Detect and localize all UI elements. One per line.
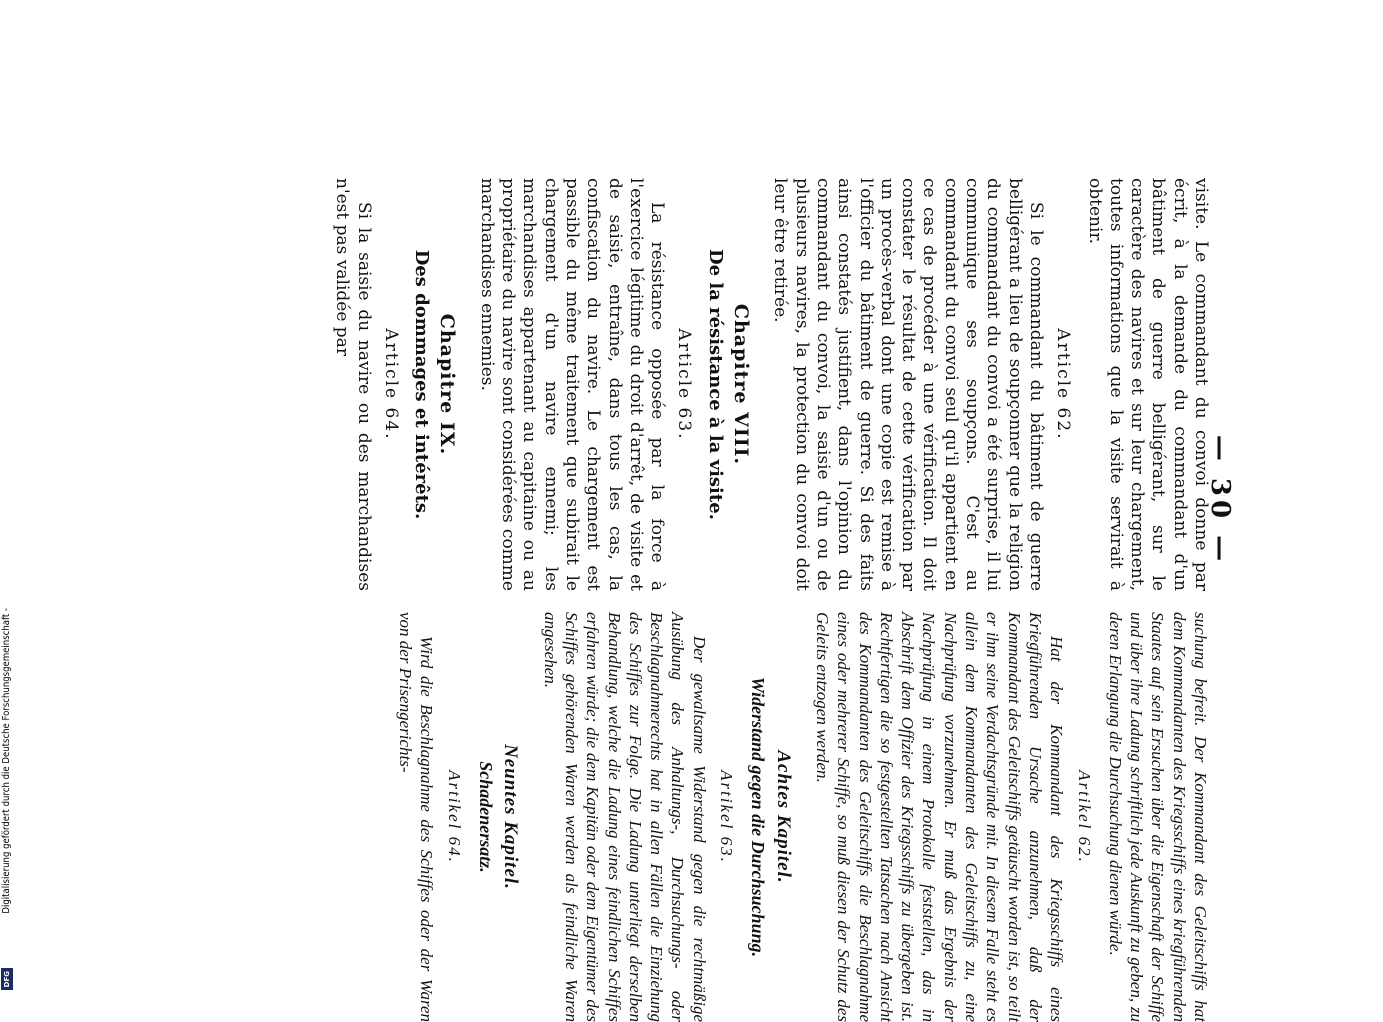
german-article-64-text: Wird die Beschlagnahme des Schiffes oder der Waren von der Prisengerichts- bbox=[396, 612, 437, 1022]
german-article-64-title: Artikel 64. bbox=[444, 770, 464, 864]
french-chapter-8-title: Chapitre VIII. bbox=[730, 303, 753, 466]
french-article-62-text: Si le commandant du bâtiment de guerre belligérant a lieu de soupçonner que la religion du commandant du convoi a été surprise, il lui communique ses soupçons. C'est au commandant du convoi seul qu'il appartient en ce cas de procéder à une vérification. Il doit constater le résultat de cette vérification par un procès-verbal dont une copie est remise à l'officier du bâtiment de guerre. Si des faits ainsi constatés justifient, dans l'opinion du commandant du convoi, la saisie d'un ou de plusieurs navires, la protection du convoi doit leur être retirée. bbox=[770, 178, 1046, 591]
french-article-62-title: Article 62. bbox=[1053, 328, 1074, 441]
french-article-64-text: Si la saisie du navire ou des marchandises n'est pas validée par bbox=[332, 178, 374, 591]
french-chapter-8-subtitle: De la résistance à la visite. bbox=[704, 249, 726, 520]
french-intro-paragraph: visite. Le commandant du convoi donne par écrit, à la demande du commandant d'un bâtiment de guerre belligérant, sur le caractère des navires et sur leur chargement, toutes informations que la visite servirait à obtenir. bbox=[1084, 178, 1211, 591]
french-chapter-9-subtitle: Des dommages et intérêts. bbox=[411, 249, 433, 520]
german-chapter-9-subtitle: Schadenersatz. bbox=[476, 761, 497, 873]
german-article-63-text: Der gewaltsame Widerstand gegen die rechtmäßige Ausübung des Anhaltungs-, Durchsuchungs- oder Beschlagnahmerechts hat in allen Fällen die Einziehung des Schiffes zur Folge. Die Ladung unterliegt derselben Behandlung, welche die Ladung eines feindlichen Schiffes erfahren würde; die dem Kapitän oder dem Eigentümer des Schiffes gehörenden Waren werden als feindliche Waren angesehen. bbox=[540, 612, 709, 1022]
french-article-63-text: La résistance opposée par la force à l'exercice légitime du droit d'arrêt, de visite et de saisie, entraîne, dans tous les cas, la confiscation du navire. Le chargement est passible du même traitement que subirait le chargement d'un navire ennemi; les marchandises appartenant au capitaine ou au propriétaire du navire sont considérées comme marchandises ennemies. bbox=[476, 178, 668, 591]
sidebar-credit-text: Digitalisierung gefördert durch die Deutsche Forschungsgemeinschaft - bbox=[1, 608, 12, 914]
dfg-logo-icon: DFG bbox=[1, 968, 13, 990]
german-intro-paragraph: suchung befreit. Der Kommandant des Geleitschiffs hat dem Kommandanten des Kriegsschiffs eines kriegführenden Staates auf sein Ersuchen über die Eigenschaft der Schiffe und über ihre Ladung schriftlich jede Auskunft zu geben, zu deren Erlangung die Durchsuchung dienen würde. bbox=[1105, 612, 1210, 1022]
page-number: — 30 — bbox=[1205, 434, 1235, 566]
german-chapter-8-title: Achtes Kapitel. bbox=[772, 750, 794, 884]
french-column bbox=[181, 178, 1211, 591]
german-article-62-text: Hat der Kommandant des Kriegsschiffs eines Kriegführenden Ursache anzunehmen, daß der Kommandant des Geleitschiffs getäuscht worden ist, so teilt er ihm seine Verdachtsgründe mit. In diesem Falle steht es allein dem Kommandanten des Geleitschiffs zu, eine Nachprüfung vorzunehmen. Er muß das Ergebnis der Nachprüfung in einem Protokolle feststellen, das in Abschrift dem Offizier des Kriegsschiffs zu übergeben ist. Rechtfertigen die so festgestellten Tatsachen nach Ansicht des Kommandanten des Geleitschiffs die Beschlagnahme eines oder mehrerer Schiffe, so muß diesen der Schutz des Geleits entzogen werden. bbox=[812, 612, 1067, 1022]
german-column bbox=[181, 612, 1211, 1022]
french-article-63-title: Article 63. bbox=[674, 328, 695, 441]
german-article-63-title: Artikel 63. bbox=[717, 770, 737, 864]
french-chapter-9-title: Chapitre IX. bbox=[436, 313, 459, 456]
german-chapter-8-subtitle: Widerstand gegen die Durchsuchung. bbox=[748, 676, 769, 958]
french-article-64-title: Article 64. bbox=[380, 328, 401, 441]
german-article-62-title: Artikel 62. bbox=[1074, 770, 1094, 864]
german-chapter-9-title: Neuntes Kapitel. bbox=[500, 744, 522, 890]
